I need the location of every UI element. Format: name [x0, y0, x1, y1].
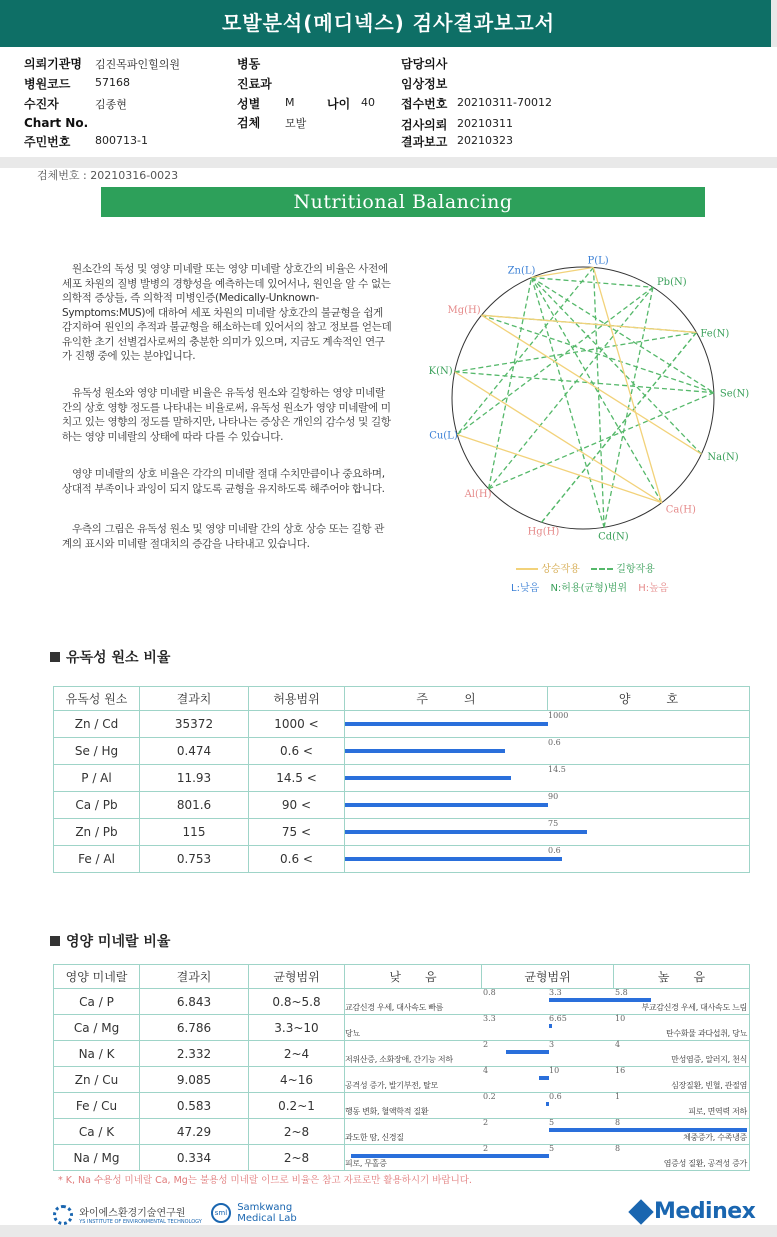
report-label: 결과보고 — [401, 135, 448, 149]
hospital-code-label: 병원코드 — [24, 77, 71, 91]
legend-low: L:낮음 — [511, 583, 540, 594]
low-symptom-note: 행동 변화, 혈액학적 질환 — [345, 1107, 429, 1116]
wheel-label: Na(N) — [707, 452, 739, 464]
range-cell: 14.5 < — [249, 765, 345, 792]
legend-antagonism: 길항작용 — [616, 564, 655, 575]
dept-label: 진료과 — [237, 77, 272, 91]
ys-logo-icon — [53, 1205, 73, 1225]
balance-bar — [539, 1076, 549, 1080]
result-cell: 115 — [140, 819, 249, 846]
sml-logo-icon: sml — [211, 1203, 231, 1223]
result-cell: 0.753 — [140, 846, 249, 873]
balance-bar-cell — [345, 1119, 750, 1145]
balance-bar — [351, 1154, 549, 1158]
table-row — [54, 765, 750, 792]
table-row — [54, 792, 750, 819]
result-cell: 35372 — [140, 711, 249, 738]
threshold-tick: 75 — [548, 819, 559, 828]
ssn-label: 주민번호 — [24, 135, 71, 149]
toxic-ratio-table — [53, 686, 750, 873]
patient-info — [0, 55, 777, 155]
wheel-label: P(L) — [587, 255, 609, 267]
wheel-legend-lines — [516, 560, 655, 575]
antagonism-line-icon — [591, 568, 613, 570]
threshold-tick: 90 — [548, 792, 559, 801]
ratio-bar-area — [345, 738, 749, 764]
high-symptom-note: 심장질환, 빈혈, 관절염 — [671, 1081, 747, 1090]
legend-high: H:높음 — [638, 583, 669, 594]
element-cell: Fe / Al — [54, 846, 140, 873]
intro-paragraph-3: 영양 미네랄의 상호 비율은 각각의 미네랄 절대 수치만큼이나 중요하며, 상대적 부족이나 과잉이 되지 않도록 균형을 유지하도록 해주어야 합니다. — [62, 468, 385, 495]
ratio-bar — [345, 857, 562, 861]
synergy-line — [481, 315, 696, 332]
range-mid-tick: 5 — [549, 1144, 555, 1153]
table-row — [54, 738, 750, 765]
age-label: 나이 — [327, 97, 351, 111]
table-header-row — [54, 965, 750, 989]
table-header-row — [54, 687, 750, 711]
high-symptom-note: 체중증가, 수족냉증 — [683, 1133, 747, 1142]
balance-bar-cell — [345, 1067, 750, 1093]
result-cell: 0.334 — [140, 1145, 249, 1171]
range-max-tick: 4 — [615, 1040, 621, 1049]
balance-bar — [549, 998, 651, 1002]
nutritional-balancing-banner: Nutritional Balancing — [101, 187, 705, 217]
wheel-lines — [455, 267, 714, 527]
mineral-cell: Na / K — [54, 1041, 140, 1067]
range-mid-tick: 6.65 — [549, 1014, 567, 1023]
range-max-tick: 5.8 — [615, 988, 628, 997]
result-cell: 6.786 — [140, 1015, 249, 1041]
col-header-element: 유독성 원소 — [54, 687, 140, 711]
range-cell: 0.6 < — [249, 738, 345, 765]
ratio-bar-cell — [345, 765, 750, 792]
mineral-cell: Na / Mg — [54, 1145, 140, 1171]
request-label: 검사의뢰 — [401, 118, 448, 132]
ys-institute-sub: YS INSTITUTE OF ENVIRONMENTAL TECHNOLOGY — [79, 1219, 202, 1225]
receipt-label: 접수번호 — [401, 97, 448, 111]
request-value: 20210311 — [457, 117, 513, 130]
ratio-bar-cell — [345, 819, 750, 846]
table-row — [54, 1145, 750, 1171]
col-header-balance: 균형범위 — [482, 965, 614, 989]
chart-label: Chart No. — [24, 116, 89, 130]
ratio-bar-area — [345, 846, 749, 872]
range-min-tick: 0.2 — [483, 1092, 496, 1101]
toxic-section-title — [50, 647, 170, 667]
section-bullet-icon — [50, 652, 60, 662]
balance-bar-cell — [345, 1015, 750, 1041]
balance-bar-area — [345, 1015, 749, 1040]
toxic-section-title-text: 유독성 원소 비율 — [66, 650, 171, 666]
col-header-low: 낮 음 — [345, 965, 482, 989]
ratio-bar — [345, 776, 511, 780]
col-header-high: 높 음 — [614, 965, 750, 989]
wheel-label: Al(H) — [464, 488, 492, 500]
mineral-cell: Fe / Cu — [54, 1093, 140, 1119]
report-title: 모발분석(메디넥스) 검사결과보고서 — [0, 0, 777, 47]
sex-value: M — [285, 96, 295, 109]
result-cell: 801.6 — [140, 792, 249, 819]
antagonism-line — [457, 267, 593, 434]
low-symptom-note: 피로, 무홀증 — [345, 1159, 387, 1168]
mineral-wheel-diagram — [420, 255, 750, 558]
table-row — [54, 1015, 750, 1041]
ratio-bar-area — [345, 711, 749, 737]
element-cell: Ca / Pb — [54, 792, 140, 819]
high-symptom-note: 부교감신경 우세, 대사속도 느림 — [641, 1003, 747, 1012]
legend-synergy: 상승작용 — [541, 564, 580, 575]
table-row — [54, 819, 750, 846]
range-max-tick: 1 — [615, 1092, 621, 1101]
high-symptom-note: 만성염증, 알러지, 천식 — [671, 1055, 747, 1064]
intro-paragraph-4: 우측의 그림은 유독성 원소 및 영양 미네랄 간의 상호 상승 또는 길항 관계의 표시와 미네랄 절대치의 증감을 나타내고 있습니다. — [62, 523, 385, 550]
range-min-tick: 0.8 — [483, 988, 496, 997]
synergy-line — [593, 267, 661, 502]
threshold-tick: 0.6 — [548, 738, 561, 747]
mineral-cell: Ca / P — [54, 989, 140, 1015]
specimen-label: 검체 — [237, 116, 261, 130]
medinex-brand: Medinex — [654, 1199, 756, 1224]
element-cell: Se / Hg — [54, 738, 140, 765]
specimen-number: 검체번호 : 20210316-0023 — [37, 169, 179, 182]
balance-bar — [546, 1102, 549, 1106]
synergy-line — [481, 315, 701, 454]
balance-bar-area — [345, 989, 749, 1014]
range-mid-tick: 3 — [549, 1040, 555, 1049]
ys-institute-logo — [53, 1204, 202, 1225]
wheel-label: Se(N) — [719, 388, 750, 400]
range-cell: 3.3~10 — [249, 1015, 345, 1041]
table-row — [54, 1041, 750, 1067]
nutri-section-title-text: 영양 미네랄 비율 — [66, 934, 171, 950]
range-cell: 0.2~1 — [249, 1093, 345, 1119]
antagonism-line — [532, 278, 662, 503]
wheel-label: Fe(N) — [700, 328, 730, 340]
doctor-label: 담당의사 — [401, 57, 448, 71]
range-max-tick: 8 — [615, 1144, 621, 1153]
wheel-label: Mg(H) — [447, 305, 481, 317]
ys-institute-name: 와이에스환경기술연구원 — [79, 1208, 186, 1219]
balance-bar-cell — [345, 989, 750, 1015]
ratio-bar — [345, 722, 548, 726]
balance-bar-area — [345, 1119, 749, 1144]
intro-paragraph-1: 원소간의 독성 및 영양 미네랄 또는 영양 미네랄 상호간의 비율은 사전에 세포 차원의 질병 발병의 경향성을 예측하는데 있어서나, 원인을 알 수 없는 의학적 증상들, 즉 의학적 미병인증(Medically-Unknown-Symptoms:MUS)에 대하여 세포 차원의 미네랄 상호간의 불균형을 쉽게 감지하여 원인의 추적과 불균형을 해소하는데 있어서의 참고 정보를 얻는데 유익한 초기 선별검사로써의 충분한 의미가 있으며, 지금도 계속적인 연구가 진행 중에 있는 분야입니다. — [62, 263, 392, 362]
mineral-cell: Zn / Cu — [54, 1067, 140, 1093]
element-cell: P / Al — [54, 765, 140, 792]
ratio-bar-cell — [345, 738, 750, 765]
element-cell: Zn / Cd — [54, 711, 140, 738]
age-value: 40 — [361, 96, 375, 109]
result-cell: 2.332 — [140, 1041, 249, 1067]
range-min-tick: 4 — [483, 1066, 489, 1075]
low-symptom-note: 교감신경 우세, 대사속도 빠름 — [345, 1003, 444, 1012]
balance-bar-area — [345, 1041, 749, 1066]
wheel-label: Ca(H) — [665, 504, 696, 516]
wheel-label: Cu(L) — [429, 430, 458, 442]
nutri-section-title — [50, 931, 170, 951]
ratio-bar-cell — [345, 792, 750, 819]
clinical-label: 임상정보 — [401, 77, 448, 91]
balance-bar — [549, 1128, 747, 1132]
range-cell: 1000 < — [249, 711, 345, 738]
high-symptom-note: 피로, 면역력 저하 — [688, 1107, 747, 1116]
low-symptom-note: 공격성 증가, 발기부전, 탈모 — [345, 1081, 438, 1090]
intro-paragraph-2: 유독성 원소와 영양 미네랄 비율은 유독성 원소와 길항하는 영양 미네랄 간의 상호 영향 정도를 나타내는 비율로써, 유독성 원소가 영양 미네랄에 미치고 있는 영향의 정도를 말하지만, 나타나는 증상은 개인의 감수성 및 길항하는 영양 미네랄의 상태에 따라 다를 수 있습니다. — [62, 387, 391, 443]
wheel-label: Cd(N) — [598, 531, 629, 543]
col-header-caution: 주 의 — [345, 687, 548, 711]
low-symptom-note: 저위산증, 소화장애, 간기능 저하 — [345, 1055, 453, 1064]
ratio-bar-area — [345, 765, 749, 791]
medinex-logo — [632, 1199, 755, 1224]
threshold-tick: 1000 — [548, 711, 569, 720]
samkwang-name: Samkwang — [237, 1202, 293, 1213]
low-symptom-note: 과도한 땀, 신경질 — [345, 1133, 404, 1142]
balance-bar-cell — [345, 1041, 750, 1067]
antagonism-line — [455, 372, 714, 393]
antagonism-line — [455, 332, 697, 371]
range-max-tick: 10 — [615, 1014, 626, 1023]
result-cell: 6.843 — [140, 989, 249, 1015]
result-cell: 0.583 — [140, 1093, 249, 1119]
balance-bar — [506, 1050, 549, 1054]
receipt-value: 20210311-70012 — [457, 96, 552, 109]
low-symptom-note: 당뇨 — [345, 1029, 360, 1038]
balance-bar-area — [345, 1093, 749, 1118]
antagonism-line — [532, 278, 714, 393]
bottom-divider — [0, 1225, 777, 1237]
patient-value: 김종현 — [95, 98, 127, 111]
range-mid-tick: 10 — [549, 1066, 560, 1075]
specimen-value: 모발 — [285, 117, 307, 130]
wheel-labels — [429, 255, 750, 542]
wheel-label: Hg(H) — [527, 526, 560, 538]
col-header-range: 균형범위 — [249, 965, 345, 989]
range-mid-tick: 3.3 — [549, 988, 562, 997]
col-header-result: 결과치 — [140, 965, 249, 989]
ratio-bar-cell — [345, 846, 750, 873]
patient-label: 수진자 — [24, 97, 59, 111]
ratio-bar — [345, 749, 505, 753]
sex-label: 성별 — [237, 97, 261, 111]
wheel-label: Pb(N) — [656, 277, 687, 289]
ratio-bar-area — [345, 792, 749, 818]
table-row — [54, 846, 750, 873]
footnote: * K, Na 수용성 미네랄 Ca, Mg는 불용성 미네랄 이므로 비율은 참고 자료로만 활용하시기 바랍니다. — [58, 1175, 472, 1186]
col-header-good: 양 호 — [548, 687, 750, 711]
mineral-cell: Ca / K — [54, 1119, 140, 1145]
balance-bar — [549, 1024, 552, 1028]
range-cell: 4~16 — [249, 1067, 345, 1093]
ratio-bar-cell — [345, 711, 750, 738]
medinex-logo-icon — [628, 1199, 653, 1224]
range-min-tick: 2 — [483, 1144, 489, 1153]
wheel-label: K(N) — [428, 365, 453, 377]
antagonism-line — [532, 278, 653, 288]
balance-bar-area — [345, 1067, 749, 1092]
balance-bar-area — [345, 1145, 749, 1170]
institution-value: 김진목파인힐의원 — [95, 58, 181, 71]
range-max-tick: 16 — [615, 1066, 626, 1075]
range-min-tick: 2 — [483, 1118, 489, 1127]
ratio-bar — [345, 830, 587, 834]
result-cell: 9.085 — [140, 1067, 249, 1093]
range-cell: 0.8~5.8 — [249, 989, 345, 1015]
range-cell: 2~4 — [249, 1041, 345, 1067]
threshold-tick: 14.5 — [548, 765, 566, 774]
institution-label: 의뢰기관명 — [24, 57, 82, 71]
ward-label: 병동 — [237, 57, 261, 71]
samkwang-sub: Medical Lab — [237, 1213, 297, 1224]
wheel-label: Zn(L) — [507, 265, 536, 277]
col-header-result: 결과치 — [140, 687, 249, 711]
range-cell: 2~8 — [249, 1145, 345, 1171]
synergy-line — [455, 372, 662, 503]
legend-normal: N:허용(균형)범위 — [550, 583, 628, 594]
synergy-line-icon — [516, 568, 538, 570]
col-header-mineral: 영양 미네랄 — [54, 965, 140, 989]
range-cell: 75 < — [249, 819, 345, 846]
table-row — [54, 711, 750, 738]
table-row — [54, 1093, 750, 1119]
range-cell: 2~8 — [249, 1119, 345, 1145]
range-max-tick: 8 — [615, 1118, 621, 1127]
report-value: 20210323 — [457, 134, 513, 147]
balance-bar-cell — [345, 1145, 750, 1171]
high-symptom-note: 탄수화물 과다섭취, 당뇨 — [665, 1029, 747, 1038]
wheel-legend-levels — [511, 579, 668, 594]
high-symptom-note: 염증성 질환, 공격성 증가 — [663, 1159, 747, 1168]
balance-bar-cell — [345, 1093, 750, 1119]
range-mid-tick: 5 — [549, 1118, 555, 1127]
section-bullet-icon — [50, 936, 60, 946]
range-cell: 0.6 < — [249, 846, 345, 873]
col-header-range: 허용범위 — [249, 687, 345, 711]
table-row — [54, 989, 750, 1015]
element-cell: Zn / Pb — [54, 819, 140, 846]
table-row — [54, 1119, 750, 1145]
samkwang-logo — [211, 1202, 297, 1224]
nutri-ratio-table — [53, 964, 750, 1171]
range-cell: 90 < — [249, 792, 345, 819]
range-min-tick: 3.3 — [483, 1014, 496, 1023]
result-cell: 0.474 — [140, 738, 249, 765]
ssn-value: 800713-1 — [95, 134, 148, 147]
ratio-bar — [345, 803, 548, 807]
result-cell: 11.93 — [140, 765, 249, 792]
result-cell: 47.29 — [140, 1119, 249, 1145]
mineral-cell: Ca / Mg — [54, 1015, 140, 1041]
threshold-tick: 0.6 — [548, 846, 561, 855]
ratio-bar-area — [345, 819, 749, 845]
antagonism-line — [593, 267, 604, 527]
table-row — [54, 1067, 750, 1093]
range-min-tick: 2 — [483, 1040, 489, 1049]
range-mid-tick: 0.6 — [549, 1092, 562, 1101]
hospital-code-value: 57168 — [95, 76, 130, 89]
